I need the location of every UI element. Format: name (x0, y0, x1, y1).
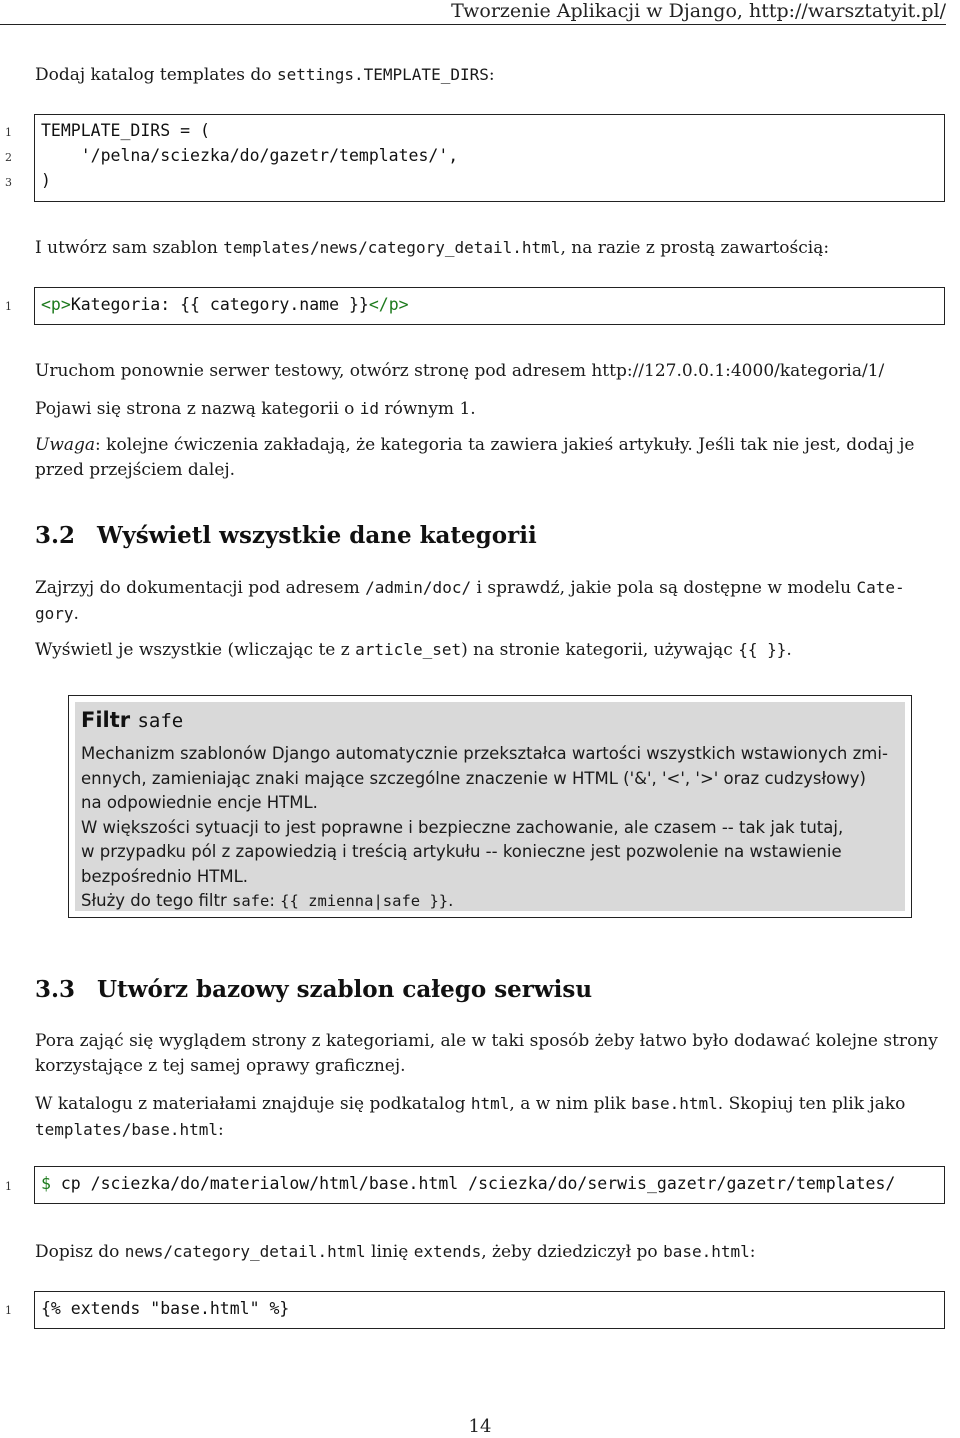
line-numbers (0, 114, 16, 202)
inline-code: Cate- (856, 578, 905, 597)
section-title: Utwórz bazowy szablon całego serwisu (97, 976, 593, 1003)
inline-code: {{ }} (738, 640, 787, 659)
page-number: 14 (468, 1416, 492, 1437)
text: , żeby dziedziczył po (481, 1242, 664, 1262)
inline-code: html (470, 1094, 510, 1113)
line-number: 1 (5, 300, 12, 313)
text: korzystające z tej samej oprawy graficznej. (35, 1056, 406, 1076)
info-box-background (75, 702, 905, 911)
inline-code: /admin/doc/ (365, 578, 472, 597)
paragraph-extends (35, 1239, 947, 1265)
inline-code: gory (35, 604, 74, 623)
inline-code: article_set (355, 640, 462, 659)
paragraph-restart-server (35, 359, 947, 384)
inline-code: base.html (631, 1094, 718, 1113)
code-block-template-dirs (34, 114, 945, 202)
code-text: Kategoria: {{ category.name }} (70, 295, 369, 314)
code-block-cp-command (34, 1166, 945, 1204)
paragraph-note (35, 433, 947, 483)
shell-prompt: $ (41, 1174, 51, 1193)
line-number: 1 (5, 126, 12, 139)
inline-code: id (359, 399, 380, 418)
text: Dopisz do (35, 1242, 125, 1262)
html-tag: <p> (41, 295, 71, 314)
info-text: . (448, 891, 454, 910)
line-number: 1 (5, 1180, 12, 1193)
inline-code: settings.TEMPLATE_DIRS (276, 65, 489, 84)
text: równym 1. (379, 399, 476, 419)
code-line: TEMPLATE_DIRS = ( (41, 121, 210, 140)
paragraph-add-templates-dir (35, 62, 947, 88)
text: : (488, 65, 495, 85)
line-number: 1 (5, 1304, 12, 1317)
code-text: cp /sciezka/do/materialow/html/base.html /sciezka/do/serwis_gazetr/gazetr/templates/ (50, 1174, 896, 1193)
inline-code: base.html (663, 1242, 750, 1261)
text: I utwórz sam szablon (35, 238, 224, 258)
info-title-text: Filtr (81, 708, 131, 732)
text: Pojawi się strona z nazwą kategorii o (35, 399, 360, 419)
inline-code: extends (413, 1242, 482, 1261)
text: przed przejściem dalej. (35, 460, 236, 480)
paragraph-admin-doc (35, 575, 947, 627)
info-line: bezpośrednio HTML. (81, 866, 249, 886)
line-number: 3 (5, 176, 12, 189)
header-title: Tworzenie Aplikacji w Django, http://warsztatyit.pl/ (451, 0, 946, 22)
inline-code: news/category_detail.html (124, 1242, 366, 1261)
text: W katalogu z materiałami znajduje się podkatalog (35, 1094, 471, 1114)
text: Pora zająć się wyglądem strony z kategoriami, ale w taki sposób żeby łatwo było dodawać kolejne strony (35, 1031, 938, 1051)
info-line: w przypadku pól z zapowiedzią i treścią artykułu -- konieczne jest pozwolenie na wstawienie (81, 842, 842, 861)
paragraph-copy-base (35, 1091, 947, 1143)
info-box-title (81, 708, 183, 732)
inline-code: safe (232, 892, 270, 910)
text: Dodaj katalog templates do (35, 65, 277, 85)
info-line: Mechanizm szablonów Django automatycznie przekształca wartości wszystkich wstawionych zmi- (81, 744, 888, 763)
text: . (786, 640, 792, 660)
code-block-category-template (34, 287, 945, 325)
section-number: 3.3 (35, 976, 76, 1003)
code-text: {% extends "base.html" %} (41, 1299, 290, 1318)
text: Uruchom ponownie serwer testowy, otwórz stronę pod adresem http://127.0.0.1:4000/kategoria/1/ (35, 361, 885, 381)
text: , a w nim plik (509, 1094, 632, 1114)
inline-code: templates/news/category_detail.html (223, 238, 561, 257)
paragraph-base-template-intro (35, 1029, 947, 1079)
info-box-safe-filter (68, 695, 912, 918)
info-box-body (81, 742, 897, 914)
text: : (218, 1120, 224, 1140)
text: , na razie z prostą zawartością: (560, 238, 830, 258)
line-number: 2 (5, 151, 12, 164)
code-line: '/pelna/sciezka/do/gazetr/templates/', (41, 146, 459, 165)
paragraph-display-all (35, 637, 947, 663)
text: ) na stronie kategorii, używając (461, 640, 739, 660)
info-line: W większości sytuacji to jest poprawne i bezpieczne zachowanie, ale czasem -- tak jak tutaj, (81, 817, 844, 837)
text: : kolejne ćwiczenia zakładają, że kategoria ta zawiera jakieś artykuły. Jeśli tak nie jest, dodaj je (95, 435, 915, 455)
text: Wyświetl je wszystkie (wliczając te z (35, 640, 356, 660)
section-heading-3-3 (35, 976, 592, 1003)
text: . Skopiuj ten plik jako (717, 1094, 906, 1114)
note-label: Uwaga (35, 435, 96, 455)
info-line: ennych, zamieniając znaki mające szczególne znaczenie w HTML ('&', '<', '>' oraz cudzysłowy) (81, 768, 866, 788)
paragraph-category-page (35, 396, 947, 422)
paragraph-create-template (35, 235, 947, 261)
section-heading-3-2 (35, 522, 537, 549)
inline-code: templates/base.html (35, 1120, 219, 1139)
info-line: na odpowiednie encje HTML. (81, 793, 318, 812)
text: : (749, 1242, 756, 1262)
info-text: : (269, 891, 281, 910)
running-header (0, 0, 946, 25)
text: . (73, 604, 79, 624)
text: i sprawdź, jakie pola są dostępne w modelu (471, 578, 857, 598)
inline-code: {{ zmienna|safe }} (280, 892, 449, 910)
section-number: 3.2 (35, 522, 76, 549)
info-title-code: safe (137, 710, 184, 732)
info-text: Służy do tego filtr (81, 891, 233, 910)
section-title: Wyświetl wszystkie dane kategorii (97, 522, 537, 549)
code-block-extends (34, 1291, 945, 1329)
text: linię (365, 1242, 414, 1262)
code-line: ) (41, 171, 51, 190)
html-tag: </p> (368, 295, 409, 314)
text: Zajrzyj do dokumentacji pod adresem (35, 578, 366, 598)
